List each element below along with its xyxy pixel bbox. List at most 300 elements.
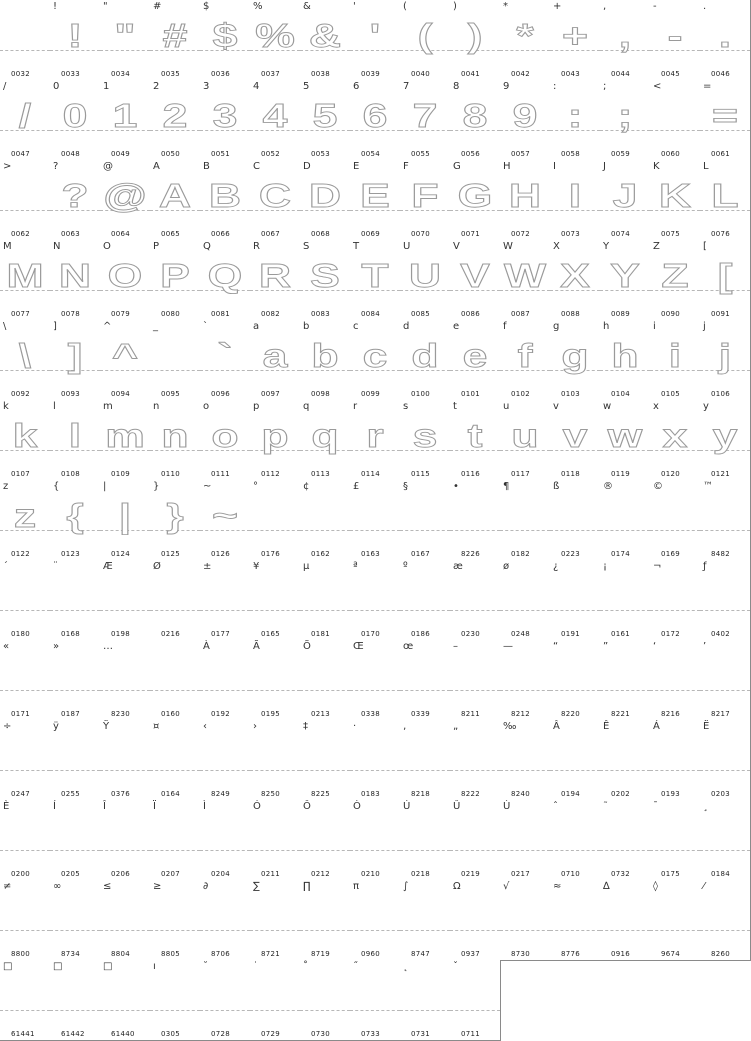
glyph-cell[interactable] — [700, 320, 751, 401]
glyph-cell[interactable] — [150, 640, 201, 721]
glyph-cell[interactable] — [0, 640, 51, 721]
glyph-cell[interactable] — [150, 480, 201, 561]
glyph-preview — [700, 574, 751, 618]
glyph-cell[interactable] — [200, 240, 251, 321]
glyph-cell[interactable] — [500, 160, 551, 241]
glyph-code: 0061 — [711, 150, 731, 158]
glyph-code: 0198 — [111, 630, 131, 638]
glyph-cell[interactable] — [600, 320, 651, 401]
glyph-cell[interactable] — [700, 560, 751, 641]
glyph-cell[interactable] — [100, 400, 151, 481]
glyph-cell[interactable] — [50, 0, 101, 81]
glyph-cell[interactable] — [600, 400, 651, 481]
glyph-preview: K — [658, 177, 692, 214]
glyph-cell[interactable] — [400, 0, 451, 81]
glyph-char-label: ı — [153, 961, 156, 972]
glyph-code: 0082 — [261, 310, 281, 318]
glyph-cell[interactable] — [500, 0, 551, 81]
glyph-cell[interactable] — [250, 160, 301, 241]
glyph-cell[interactable] — [150, 800, 201, 881]
glyph-preview — [300, 974, 351, 1018]
glyph-preview — [650, 494, 701, 538]
glyph-cell[interactable] — [650, 880, 701, 961]
glyph-cell[interactable] — [400, 320, 451, 401]
glyph-cell[interactable] — [350, 560, 401, 641]
glyph-cell[interactable] — [450, 80, 501, 161]
glyph-cell[interactable] — [650, 80, 701, 161]
glyph-preview: } — [166, 497, 184, 534]
glyph-cell[interactable] — [300, 640, 351, 721]
glyph-preview: & — [308, 17, 342, 54]
glyph-preview: Q — [207, 257, 243, 294]
glyph-char-label: ˝ — [353, 961, 358, 972]
glyph-char-label: ˚ — [303, 961, 308, 972]
glyph-code: 0035 — [161, 70, 181, 78]
glyph-cell[interactable] — [400, 560, 451, 641]
glyph-char-label: Œ — [353, 641, 364, 652]
glyph-cell[interactable] — [200, 960, 251, 1041]
glyph-cell[interactable] — [450, 960, 501, 1041]
glyph-cell[interactable] — [350, 480, 401, 561]
glyph-preview — [550, 494, 601, 538]
glyph-char-label: . — [703, 1, 707, 12]
glyph-cell[interactable] — [150, 240, 201, 321]
glyph-code: 8721 — [261, 950, 281, 958]
glyph-cell[interactable] — [700, 640, 751, 721]
glyph-char-label: e — [453, 321, 460, 332]
glyph-cell[interactable] — [350, 240, 401, 321]
glyph-char-label: C — [253, 161, 260, 172]
glyph-code: 0216 — [161, 630, 181, 638]
glyph-cell[interactable] — [300, 560, 351, 641]
glyph-code: 0184 — [711, 870, 731, 878]
glyph-cell[interactable] — [150, 400, 201, 481]
glyph-cell[interactable] — [350, 160, 401, 241]
glyph-code: 0076 — [711, 230, 731, 238]
glyph-cell[interactable] — [600, 560, 651, 641]
glyph-char-label: w — [603, 401, 612, 412]
glyph-code: 0219 — [461, 870, 481, 878]
glyph-cell[interactable] — [550, 400, 601, 481]
glyph-cell[interactable] — [600, 640, 651, 721]
glyph-cell[interactable] — [600, 240, 651, 321]
glyph-preview: p — [261, 417, 289, 454]
glyph-cell[interactable] — [300, 800, 351, 881]
glyph-preview — [550, 654, 601, 698]
glyph-preview — [50, 654, 101, 698]
glyph-cell[interactable] — [100, 560, 151, 641]
glyph-cell[interactable] — [150, 160, 201, 241]
glyph-cell[interactable] — [50, 80, 101, 161]
glyph-code: 0172 — [661, 630, 681, 638]
glyph-code: 8225 — [311, 790, 331, 798]
glyph-char-label: ÷ — [3, 721, 12, 732]
glyph-cell[interactable] — [450, 800, 501, 881]
glyph-char-label: ^ — [103, 321, 112, 332]
glyph-cell[interactable] — [400, 640, 451, 721]
glyph-cell[interactable] — [200, 320, 251, 401]
glyph-cell[interactable] — [250, 400, 301, 481]
glyph-cell[interactable] — [300, 320, 351, 401]
glyph-cell[interactable] — [400, 160, 451, 241]
glyph-code: 0062 — [11, 230, 31, 238]
glyph-preview: X — [560, 257, 590, 294]
glyph-char-label: ≥ — [153, 881, 162, 892]
glyph-preview — [300, 814, 351, 858]
glyph-cell[interactable] — [0, 0, 51, 81]
glyph-cell[interactable] — [450, 560, 501, 641]
glyph-cell[interactable] — [200, 80, 251, 161]
glyph-cell[interactable] — [550, 720, 601, 801]
glyph-preview — [350, 654, 401, 698]
glyph-cell[interactable] — [150, 0, 201, 81]
glyph-cell[interactable] — [450, 480, 501, 561]
glyph-cell[interactable] — [550, 160, 601, 241]
glyph-cell[interactable] — [600, 0, 651, 81]
glyph-cell[interactable] — [100, 640, 151, 721]
glyph-cell[interactable] — [250, 800, 301, 881]
glyph-char-label: o — [203, 401, 210, 412]
glyph-code: 0916 — [611, 950, 631, 958]
glyph-char-label: Ì — [203, 801, 206, 812]
glyph-cell[interactable] — [300, 160, 351, 241]
glyph-cell[interactable] — [450, 720, 501, 801]
glyph-code: 0085 — [411, 310, 431, 318]
glyph-cell[interactable] — [700, 400, 751, 481]
glyph-preview: . — [718, 17, 732, 54]
glyph-preview — [0, 174, 51, 218]
glyph-cell[interactable] — [500, 480, 551, 561]
glyph-cell[interactable] — [500, 560, 551, 641]
glyph-cell[interactable] — [550, 800, 601, 881]
glyph-cell[interactable] — [500, 320, 551, 401]
glyph-char-label: 5 — [303, 81, 310, 92]
glyph-cell[interactable] — [350, 80, 401, 161]
glyph-cell[interactable] — [250, 960, 301, 1041]
glyph-cell[interactable] — [200, 400, 251, 481]
glyph-char-label: ∑ — [253, 881, 260, 892]
glyph-code: 0054 — [361, 150, 381, 158]
glyph-cell[interactable] — [250, 720, 301, 801]
glyph-cell[interactable] — [350, 880, 401, 961]
glyph-char-label: £ — [353, 481, 360, 492]
glyph-cell[interactable] — [300, 720, 351, 801]
glyph-cell[interactable] — [650, 320, 701, 401]
glyph-cell[interactable] — [450, 160, 501, 241]
glyph-cell[interactable] — [400, 720, 451, 801]
glyph-cell[interactable] — [300, 480, 351, 561]
glyph-char-label: Ô — [303, 801, 311, 812]
glyph-cell[interactable] — [550, 80, 601, 161]
glyph-cell[interactable] — [250, 880, 301, 961]
glyph-cell[interactable] — [50, 560, 101, 641]
glyph-preview: z — [13, 497, 37, 534]
glyph-cell[interactable] — [700, 0, 751, 81]
glyph-cell[interactable] — [350, 0, 401, 81]
glyph-preview — [0, 734, 51, 778]
glyph-cell[interactable] — [500, 80, 551, 161]
glyph-char-label: µ — [303, 561, 310, 572]
glyph-cell[interactable] — [600, 800, 651, 881]
glyph-cell[interactable] — [650, 0, 701, 81]
glyph-cell[interactable] — [700, 720, 751, 801]
glyph-cell[interactable] — [500, 720, 551, 801]
glyph-cell[interactable] — [0, 800, 51, 881]
glyph-cell[interactable] — [350, 720, 401, 801]
glyph-cell[interactable] — [300, 0, 351, 81]
glyph-char-label: ‰ — [503, 721, 517, 732]
glyph-char-label: 0 — [53, 81, 60, 92]
glyph-cell[interactable] — [350, 640, 401, 721]
glyph-cell[interactable] — [50, 400, 101, 481]
glyph-cell[interactable] — [100, 240, 151, 321]
glyph-preview: h — [611, 337, 639, 374]
glyph-char-label: ∂ — [203, 881, 209, 892]
glyph-cell[interactable] — [0, 160, 51, 241]
glyph-char-label: À — [203, 641, 210, 652]
glyph-cell[interactable] — [50, 880, 101, 961]
glyph-preview: e — [462, 337, 488, 374]
glyph-char-label: Æ — [103, 561, 113, 572]
glyph-preview: 8 — [462, 97, 488, 134]
glyph-cell[interactable] — [550, 320, 601, 401]
glyph-cell[interactable] — [650, 480, 701, 561]
glyph-cell[interactable] — [100, 320, 151, 401]
glyph-cell[interactable] — [0, 560, 51, 641]
glyph-cell[interactable] — [0, 400, 51, 481]
glyph-cell[interactable] — [200, 640, 251, 721]
glyph-cell[interactable] — [200, 720, 251, 801]
glyph-preview: U — [408, 257, 442, 294]
glyph-cell[interactable] — [700, 160, 751, 241]
glyph-cell[interactable] — [150, 320, 201, 401]
glyph-cell[interactable] — [450, 320, 501, 401]
glyph-cell[interactable] — [350, 960, 401, 1041]
glyph-cell[interactable] — [50, 720, 101, 801]
glyph-cell[interactable] — [300, 80, 351, 161]
glyph-cell[interactable] — [100, 960, 151, 1041]
glyph-cell[interactable] — [50, 640, 101, 721]
glyph-code: 0177 — [211, 630, 231, 638]
glyph-cell[interactable] — [250, 320, 301, 401]
glyph-cell[interactable] — [300, 400, 351, 481]
glyph-cell[interactable] — [100, 80, 151, 161]
glyph-char-label: $ — [203, 1, 210, 12]
glyph-preview: G — [457, 177, 493, 214]
glyph-preview — [350, 814, 401, 858]
glyph-preview: r — [366, 417, 384, 454]
glyph-cell[interactable] — [250, 480, 301, 561]
glyph-char-label: W — [503, 241, 513, 252]
glyph-cell[interactable] — [600, 880, 651, 961]
glyph-char-label: ° — [253, 481, 258, 492]
glyph-code: 0205 — [61, 870, 81, 878]
glyph-char-label: • — [453, 481, 459, 492]
glyph-cell[interactable] — [300, 880, 351, 961]
glyph-cell[interactable] — [400, 240, 451, 321]
glyph-char-label: □ — [53, 961, 63, 972]
glyph-cell[interactable] — [200, 480, 251, 561]
glyph-cell[interactable] — [550, 640, 601, 721]
glyph-code: 0339 — [411, 710, 431, 718]
glyph-cell[interactable] — [350, 320, 401, 401]
glyph-char-label: q — [303, 401, 310, 412]
glyph-cell[interactable] — [650, 800, 701, 881]
glyph-code: 0160 — [161, 710, 181, 718]
glyph-cell[interactable] — [500, 880, 551, 961]
glyph-char-label: ÿ — [53, 721, 59, 732]
glyph-cell[interactable] — [400, 480, 451, 561]
glyph-char-label: œ — [403, 641, 414, 652]
glyph-code: 0049 — [111, 150, 131, 158]
glyph-cell[interactable] — [400, 80, 451, 161]
glyph-cell[interactable] — [650, 400, 701, 481]
glyph-cell[interactable] — [100, 800, 151, 881]
glyph-cell[interactable] — [250, 560, 301, 641]
glyph-code: 0174 — [611, 550, 631, 558]
glyph-cell[interactable] — [100, 720, 151, 801]
glyph-preview: * — [516, 17, 534, 54]
glyph-cell[interactable] — [350, 400, 401, 481]
glyph-cell[interactable] — [700, 880, 751, 961]
glyph-preview — [100, 574, 151, 618]
glyph-cell[interactable] — [300, 240, 351, 321]
glyph-cell[interactable] — [400, 800, 451, 881]
glyph-cell[interactable] — [400, 880, 451, 961]
glyph-cell[interactable] — [450, 0, 501, 81]
glyph-cell[interactable] — [600, 160, 651, 241]
glyph-cell[interactable] — [0, 480, 51, 561]
glyph-cell[interactable] — [200, 160, 251, 241]
glyph-cell[interactable] — [150, 560, 201, 641]
glyph-cell[interactable] — [200, 0, 251, 81]
glyph-cell[interactable] — [100, 880, 151, 961]
glyph-cell[interactable] — [700, 80, 751, 161]
glyph-code: 0192 — [211, 710, 231, 718]
glyph-cell[interactable] — [150, 80, 201, 161]
glyph-cell[interactable] — [250, 80, 301, 161]
glyph-code: 0191 — [561, 630, 581, 638]
glyph-cell[interactable] — [50, 160, 101, 241]
glyph-char-label: d — [403, 321, 410, 332]
glyph-cell[interactable] — [650, 560, 701, 641]
glyph-char-label: ˙ — [253, 961, 258, 972]
glyph-cell[interactable] — [550, 480, 601, 561]
glyph-cell[interactable] — [650, 160, 701, 241]
glyph-cell[interactable] — [700, 800, 751, 881]
glyph-cell[interactable] — [650, 720, 701, 801]
glyph-cell[interactable] — [50, 960, 101, 1041]
glyph-cell[interactable] — [100, 480, 151, 561]
glyph-preview — [500, 894, 551, 938]
glyph-char-label: 4 — [253, 81, 260, 92]
glyph-code: 8719 — [311, 950, 331, 958]
glyph-char-label: Ò — [353, 801, 361, 812]
glyph-preview: V — [460, 257, 490, 294]
glyph-cell[interactable] — [0, 960, 51, 1041]
glyph-cell[interactable] — [450, 240, 501, 321]
glyph-char-label: ∆ — [603, 881, 610, 892]
glyph-preview — [200, 654, 251, 698]
glyph-cell[interactable] — [600, 80, 651, 161]
glyph-cell[interactable] — [0, 320, 51, 401]
glyph-cell[interactable] — [400, 960, 451, 1041]
glyph-char-label: » — [53, 641, 60, 652]
glyph-cell[interactable] — [50, 480, 101, 561]
glyph-char-label: 6 — [353, 81, 360, 92]
glyph-preview: O — [107, 257, 143, 294]
glyph-char-label: R — [253, 241, 260, 252]
glyph-cell[interactable] — [0, 240, 51, 321]
glyph-code: 0048 — [61, 150, 81, 158]
glyph-cell[interactable] — [200, 880, 251, 961]
glyph-cell[interactable] — [0, 80, 51, 161]
glyph-char-label: / — [3, 81, 7, 92]
glyph-char-label: ˜ — [603, 801, 608, 812]
glyph-code: 8250 — [261, 790, 281, 798]
glyph-cell[interactable] — [500, 800, 551, 881]
glyph-cell[interactable] — [150, 960, 201, 1041]
glyph-cell[interactable] — [50, 800, 101, 881]
glyph-cell[interactable] — [250, 240, 301, 321]
glyph-cell[interactable] — [500, 640, 551, 721]
glyph-cell[interactable] — [500, 240, 551, 321]
glyph-preview: A — [158, 177, 192, 214]
glyph-cell[interactable] — [100, 0, 151, 81]
glyph-cell[interactable] — [550, 240, 601, 321]
glyph-cell[interactable] — [150, 880, 201, 961]
glyph-cell[interactable] — [100, 160, 151, 241]
glyph-cell[interactable] — [200, 800, 251, 881]
glyph-preview: ] — [67, 337, 83, 374]
glyph-cell[interactable] — [0, 720, 51, 801]
glyph-cell[interactable] — [600, 480, 651, 561]
glyph-char-label: ¨ — [53, 561, 58, 572]
glyph-cell[interactable] — [500, 400, 551, 481]
glyph-cell[interactable] — [600, 720, 651, 801]
glyph-preview: # — [162, 17, 188, 54]
glyph-cell[interactable] — [0, 880, 51, 961]
glyph-cell[interactable] — [300, 960, 351, 1041]
glyph-cell[interactable] — [450, 880, 501, 961]
glyph-cell[interactable] — [550, 880, 601, 961]
glyph-char-label: ¬ — [653, 561, 662, 572]
glyph-char-label: : — [553, 81, 557, 92]
glyph-code: 9674 — [661, 950, 681, 958]
glyph-cell[interactable] — [550, 0, 601, 81]
glyph-cell[interactable] — [400, 400, 451, 481]
glyph-cell[interactable] — [250, 0, 301, 81]
glyph-cell[interactable] — [50, 240, 101, 321]
glyph-cell[interactable] — [150, 720, 201, 801]
glyph-cell[interactable] — [250, 640, 301, 721]
glyph-cell[interactable] — [450, 640, 501, 721]
glyph-char-label: ∞ — [53, 881, 62, 892]
glyph-char-label: ¯ — [653, 801, 658, 812]
glyph-cell[interactable] — [650, 240, 701, 321]
glyph-cell[interactable] — [200, 560, 251, 641]
glyph-cell[interactable] — [550, 560, 601, 641]
glyph-cell[interactable] — [700, 240, 751, 321]
glyph-cell[interactable] — [700, 480, 751, 561]
glyph-cell[interactable] — [50, 320, 101, 401]
glyph-cell[interactable] — [450, 400, 501, 481]
glyph-preview — [350, 974, 401, 1018]
glyph-cell[interactable] — [650, 640, 701, 721]
glyph-cell[interactable] — [350, 800, 401, 881]
glyph-preview — [600, 734, 651, 778]
glyph-char-label: L — [703, 161, 709, 172]
